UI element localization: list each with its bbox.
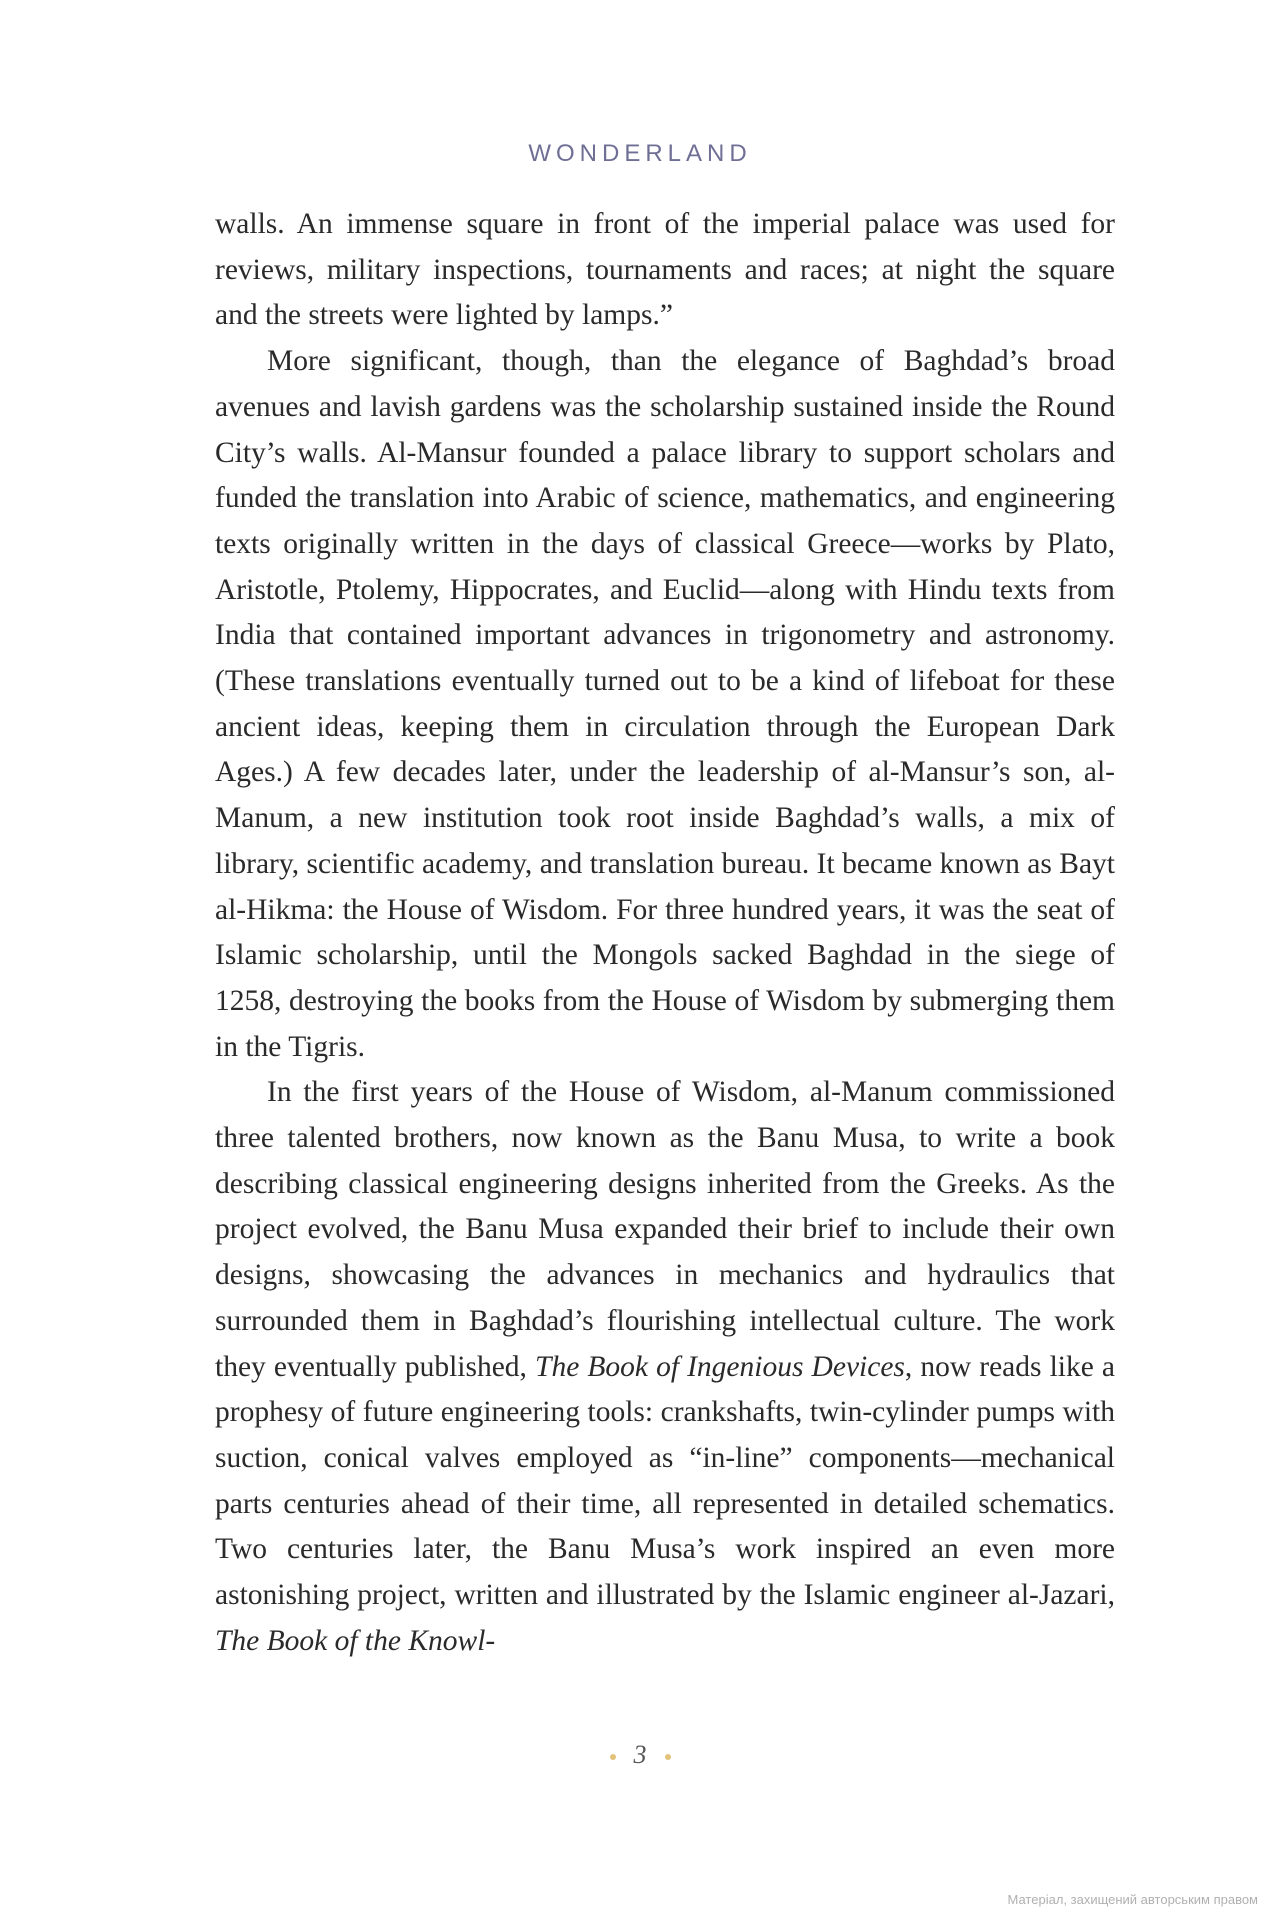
paragraph-continuation: walls. An immense square in front of the imperial palace was used for reviews, military inspections, tournaments and races; at night the square and the streets were lighted by lamps.” <box>215 208 1115 332</box>
paragraph-banu-musa <box>215 1070 1115 1664</box>
running-head: WONDERLAND <box>528 140 752 167</box>
copyright-watermark: Матеріал, захищений авторським правом <box>1007 1892 1258 1907</box>
paragraph-text-segment: In the first years of the House of Wisdom, al-Manum commissioned three talented brothers, now known as the Banu Musa, to write a book describing classical engineering designs inherited from the Greeks. As the project evolved, the Banu Musa expanded their brief to include their own designs, showcasing the advances in mechanics and hydraulics that surrounded them in Baghdad’s flourishing intellectual culture. The work they eventually published, <box>215 1076 1115 1383</box>
page-folio <box>0 1740 1280 1770</box>
book-title-knowledge: The Book of the Knowl- <box>215 1624 496 1657</box>
page-number: 3 <box>633 1740 647 1769</box>
body-text <box>215 202 1115 1665</box>
book-title-ingenious-devices: The Book of Ingenious Devices <box>535 1350 905 1383</box>
folio-dot-left <box>610 1754 616 1760</box>
paragraph-text-segment: , now reads like a prophesy of future engineering tools: crankshafts, twin-cylinder pumps with suction, conical valves employed as “in-line” components—mechanical parts centuries ahead of their time, all represented in detailed schematics. Two centuries later, the Banu Musa’s work inspired an even more astonishing project, written and illustrated by the Islamic engineer al-Jazari, <box>215 1350 1116 1612</box>
folio-dot-right <box>665 1754 671 1760</box>
paragraph-house-of-wisdom: More significant, though, than the elegance of Baghdad’s broad avenues and lavish gardens was the scholarship sustained inside the Round City’s walls. Al-Mansur founded a palace library to support scholars and funded the translation into Arabic of science, mathematics, and engineering texts originally written in the days of classical Greece—works by Plato, Aristotle, Ptolemy, Hippocrates, and Euclid—along with Hindu texts from India that contained important advances in trigonometry and astronomy. (These translations eventually turned out to be a kind of lifeboat for these ancient ideas, keeping them in circulation through the European Dark Ages.) A few decades later, under the leadership of al-Mansur’s son, al-Manum, a new institution took root inside Baghdad’s walls, a mix of library, scientific academy, and translation bureau. It became known as Bayt al-Hikma: the House of Wisdom. For three hundred years, it was the seat of Islamic scholarship, until the Mongols sacked Baghdad in the siege of 1258, destroying the books from the House of Wisdom by submerging them in the Tigris. <box>215 345 1115 1063</box>
